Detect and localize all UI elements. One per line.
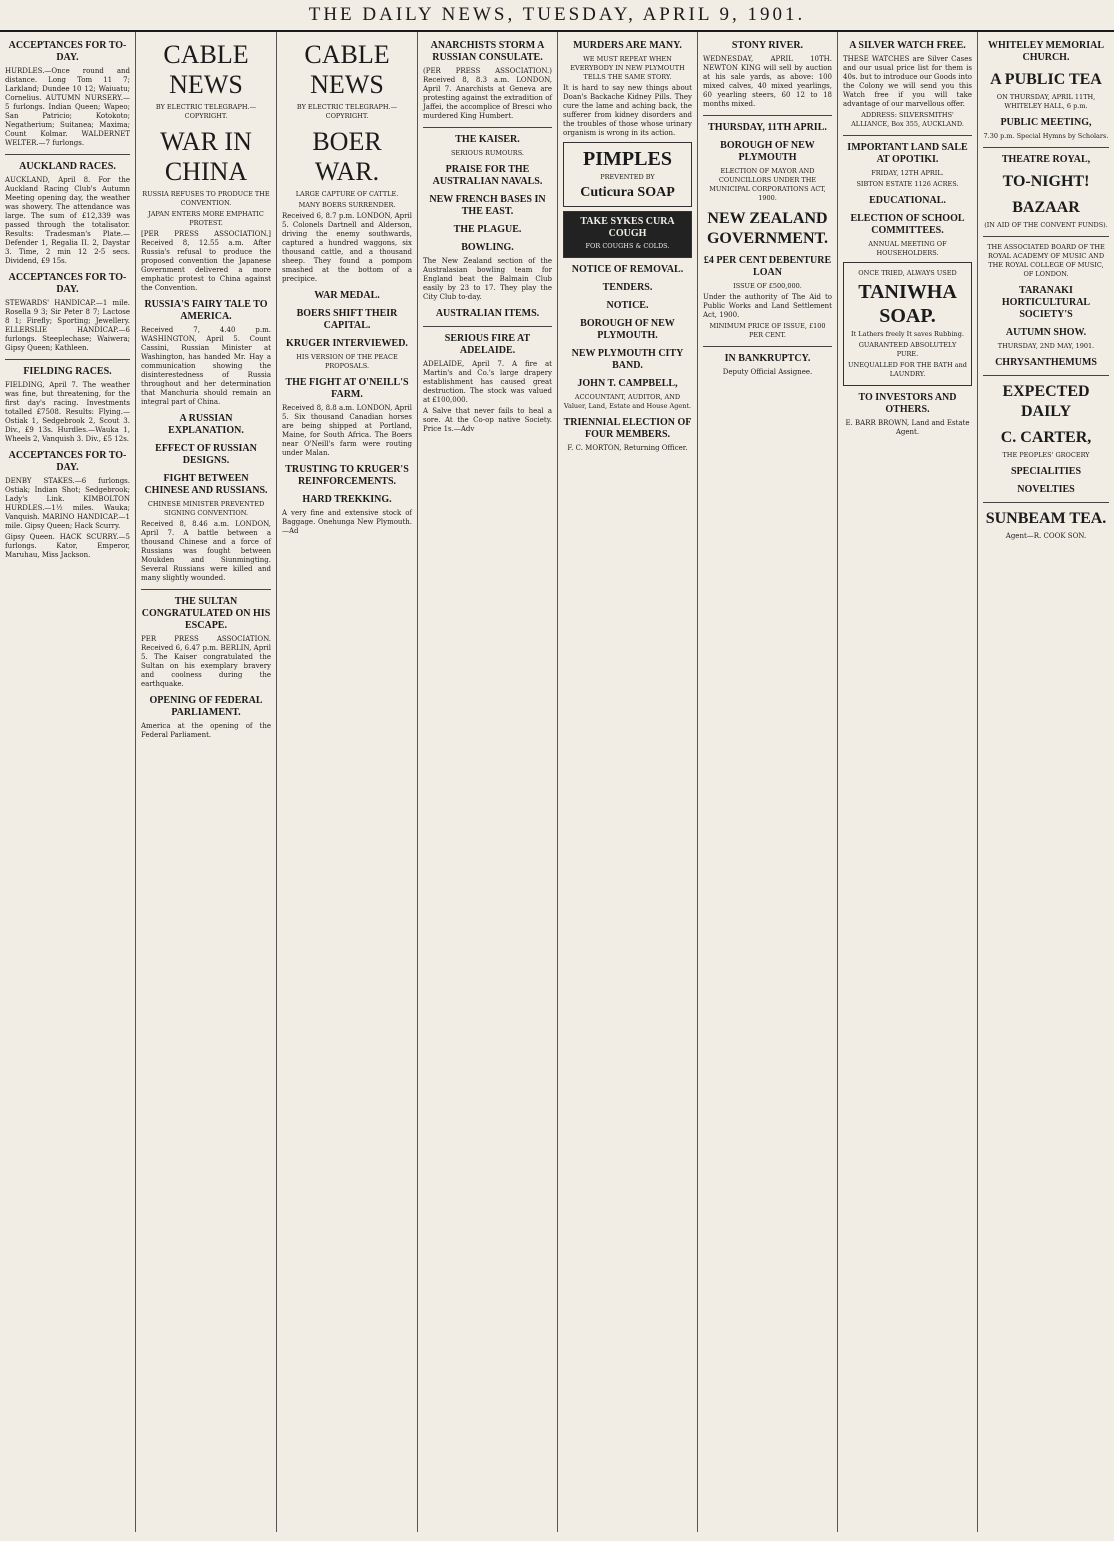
divider <box>983 236 1109 237</box>
col8-ad3sub: 7.30 p.m. Special Hymns by Scholars. <box>983 132 1109 140</box>
col2-head2: WAR IN CHINA <box>160 127 252 186</box>
col3-text1: Received 6, 8.7 p.m. LONDON, April 5. Colonels Dartnell and Alderson, driving the enemy southwards, captured a hundred waggons, six thousand cattle, and a thousand sheep. They found a pompom smashed at the bottom of a precipice. <box>282 212 412 283</box>
col7-head4: ELECTION OF SCHOOL COMMITTEES. <box>850 213 965 236</box>
col2-head3: RUSSIA REFUSES TO PRODUCE THE CONVENTION. <box>142 190 270 207</box>
col7-head5: ANNUAL MEETING OF HOUSEHOLDERS. <box>868 240 947 257</box>
pimples-sub: PREVENTED BY <box>600 173 655 181</box>
cura-cough-title: TAKE SYKES CURA COUGH <box>580 216 675 239</box>
col2-head7: EFFECT OF RUSSIAN DESIGNS. <box>155 443 257 466</box>
column-events <box>978 32 1114 1532</box>
divider <box>141 589 271 590</box>
col4-head4: PRAISE FOR THE AUSTRALIAN NAVALS. <box>432 164 543 187</box>
col8-ad9: AUTUMN SHOW. <box>1005 327 1087 338</box>
col1-head5: ACCEPTANCES FOR TO-DAY. <box>8 450 127 473</box>
column-racing <box>0 32 136 1532</box>
masthead: THE DAILY NEWS, TUESDAY, APRIL 9, 1901. <box>0 0 1114 32</box>
col8-ad12sub: THE PEOPLES' GROCERY <box>1002 451 1090 459</box>
col3-head9: THE FIGHT AT O'NEILL'S FARM. <box>285 377 409 400</box>
col7-sub1: ADDRESS: SILVERSMITHS' ALLIANCE, Box 355, AUCKLAND. <box>851 111 964 128</box>
col2-head8: FIGHT BETWEEN CHINESE AND RUSSIANS. <box>144 473 268 496</box>
col3-head1: CABLE NEWS <box>304 40 390 99</box>
col3-head4: MANY BOERS SURRENDER. <box>298 201 396 209</box>
col8-ad11: EXPECTED DAILY <box>1002 383 1090 420</box>
col8-ad6sub: (IN AID OF THE CONVENT FUNDS). <box>984 221 1108 229</box>
divider <box>983 375 1109 376</box>
taniwha-bath: UNEQUALLED FOR THE BATH and LAUNDRY. <box>848 361 967 378</box>
col6-text1: WEDNESDAY, APRIL 10TH. NEWTON KING will sell by auction at his sale yards, as above: 100 mixed calves, 40 mixed yearlings, 60 yearling steers, 60 12 to 18 months mixed. <box>703 55 832 108</box>
divider <box>703 346 832 347</box>
col5-head4: NOTICE. <box>606 300 649 311</box>
column-ads-notices <box>558 32 698 1532</box>
col3-head10: TRUSTING TO KRUGER'S REINFORCEMENTS. <box>285 464 409 487</box>
col5-text1: It is hard to say new things about Doan's Backache Kidney Pills. They cure the lame and aching back, the sufferer from kidney disorders and the troubles of those whose urinary organism is wrong in its action. <box>563 84 692 137</box>
col7-head3: EDUCATIONAL. <box>869 195 946 206</box>
col1-head1: ACCEPTANCES FOR TO-DAY. <box>8 40 127 63</box>
col2-text4: PER PRESS ASSOCIATION. Received 6, 6.47 p.m. BERLIN, April 5. The Kaiser congratulated the Sultan on his exemplary bravery and coolness during the earthquake. <box>141 635 271 688</box>
col2-text3: Received 8, 8.46 a.m. LONDON, April 7. A battle between a thousand Chinese and a force of Russians was fought between Moukden and Siunmingting. Several Russians were killed and many slightly wounded. <box>141 520 271 582</box>
col8-ad15: SUNBEAM TEA. <box>985 510 1107 527</box>
col8-ad2: A PUBLIC TEA <box>990 71 1102 88</box>
col6-sub3: ELECTION OF MAYOR AND COUNCILLORS UNDER THE MUNICIPAL CORPORATIONS ACT, 1900. <box>709 167 826 202</box>
col4-head3: SERIOUS RUMOURS. <box>450 149 524 157</box>
col7-text1: THESE WATCHES are Silver Cases and our usual price list for them is 40s. but to introduce our Goods into the Colony we will send you this Watch free if you will take advantage of our marvellous offer. <box>843 55 973 108</box>
col3-footer: A very fine and extensive stock of Baggage. Onehunga New Plymouth.—Ad <box>282 509 412 535</box>
col3-sub1: BY ELECTRIC TELEGRAPH.—COPYRIGHT. <box>296 103 398 120</box>
col6-footer: Deputy Official Assignee. <box>722 368 813 376</box>
col2-head1: CABLE NEWS <box>163 40 249 99</box>
col7-head6: TO INVESTORS AND OTHERS. <box>858 392 957 415</box>
col3-head6: BOERS SHIFT THEIR CAPITAL. <box>296 308 398 331</box>
col4-head7: BOWLING. <box>461 242 514 253</box>
col5-footer: F. C. MORTON, Returning Officer. <box>567 444 688 452</box>
col4-text3: ADELAIDE, April 7. A fire at Martin's and Co.'s large drapery establishment has caused great destruction. The stock was valued at £100,000. <box>423 360 552 404</box>
col1-text4: FIELDING, April 7. The weather was fine, but threatening, for the first day's racing. Investments totalled £7508. Results: Flying.—Ostiak 1, Sedgebrook 2, Scout 3. Div., £9 13s. Hurdles.—Wauka 1, Wheels 2, Vanquish 3. Div., £5 12s. <box>5 381 130 443</box>
taniwha-tagline: ONCE TRIED, ALWAYS USED <box>858 269 957 277</box>
col6-head2: THURSDAY, 11TH APRIL. <box>708 122 827 133</box>
col7-head1: A SILVER WATCH FREE. <box>849 40 966 51</box>
col5-head1: MURDERS ARE MANY. <box>573 40 682 51</box>
divider <box>423 326 552 327</box>
col2-head5: RUSSIA'S FAIRY TALE TO AMERICA. <box>144 299 268 322</box>
taniwha-sub: It Lathers freely It saves Rubbing. <box>851 330 964 338</box>
taniwha-title: TANIWHA SOAP. <box>858 281 957 327</box>
divider <box>983 147 1109 148</box>
col5-sub1: WE MUST REPEAT WHEN EVERYBODY IN NEW PLYMOUTH TELLS THE SAME STORY. <box>570 55 685 81</box>
col8-ad10: CHRYSANTHEMUMS <box>995 357 1097 368</box>
column-commercial <box>838 32 978 1532</box>
col1-text5: DENBY STAKES.—6 furlongs. Ostiak; Indian Shot; Sedgebrook; Lady's Link. KIMBOLTON HURDLES.—1½ miles. Wauka; Vanquish. MARINO HANDICAP.—1 mile. Gipsy Queen; Hack Scurry. <box>5 477 130 530</box>
col2-head4: JAPAN ENTERS MORE EMPHATIC PROTEST. <box>148 210 264 227</box>
col7-sub3: SIBTON ESTATE 1126 ACRES. <box>856 180 959 188</box>
col6-head5: £4 PER CENT DEBENTURE LOAN <box>703 255 832 278</box>
col8-footer: Agent—R. COOK SON. <box>1005 532 1087 540</box>
col6-head4: NEW ZEALAND GOVERNMENT. <box>706 210 829 247</box>
divider <box>983 502 1109 503</box>
col1-head3: ACCEPTANCES FOR TO-DAY. <box>8 272 127 295</box>
col8-ad7: THE ASSOCIATED BOARD OF THE ROYAL ACADEMY OF MUSIC AND THE ROYAL COLLEGE OF MUSIC, OF LONDON. <box>987 243 1105 278</box>
col2-head9: CHINESE MINISTER PREVENTED SIGNING CONVENTION. <box>147 500 265 517</box>
cuticura-brand: Cuticura SOAP <box>580 185 675 200</box>
col6-sub5: ISSUE OF £500,000. <box>733 282 802 290</box>
divider <box>423 127 552 128</box>
col6-head3: BOROUGH OF NEW PLYMOUTH <box>720 140 815 163</box>
col8-ad3: PUBLIC MEETING, <box>1000 117 1092 128</box>
col4-footer: A Salve that never fails to heal a sore. At the Co-op native Society. Price 1s.—Adv <box>423 407 552 433</box>
col6-head1: STONY RIVER. <box>731 40 804 51</box>
col6-text2: Under the authority of The Aid to Public Works and Land Settlement Act, 1900. <box>703 293 832 319</box>
column-foreign-news <box>418 32 558 1532</box>
column-china-war <box>136 32 277 1532</box>
col4-head2: THE KAISER. <box>455 134 520 145</box>
col4-head6: THE PLAGUE. <box>453 224 522 235</box>
cura-cough-ad <box>563 211 692 258</box>
col2-head6: A RUSSIAN EXPLANATION. <box>168 413 244 436</box>
col5-head6: NEW PLYMOUTH CITY BAND. <box>571 348 684 371</box>
col5-head7: JOHN T. CAMPBELL, <box>577 378 678 389</box>
col4-head9: SERIOUS FIRE AT ADELAIDE. <box>444 333 531 356</box>
col2-footer: America at the opening of the Federal Parliament. <box>141 722 271 739</box>
divider <box>5 359 130 360</box>
col1-head4: FIELDING RACES. <box>23 366 112 377</box>
col1-text2: AUCKLAND, April 8. For the Auckland Racing Club's Autumn Meeting opening day, the weather was showery. The attendance was large. The sum of £12,339 was passed through the totalisator. Results: Tradesman's Plate.—Defender 1, Regalia II. 2, Daystar 3. Time, 2 min 12 2-5 secs. Dividend, £9 15s. <box>5 176 130 265</box>
col3-head5: WAR MEDAL. <box>314 290 380 301</box>
col5-head5: BOROUGH OF NEW PLYMOUTH. <box>580 318 675 341</box>
col1-footer: Gipsy Queen. HACK SCURRY.—5 furlongs. Kator, Emperor, Maruhau, Miss Jackson. <box>5 533 130 559</box>
col2-text2: Received 7, 4.40 p.m. WASHINGTON, April 5. Count Cassini, Russian Minister at Washington, has handed Mr. Hay a communication showing the disinterestedness of Russia throughout and her determination that Manchuria should remain an integral part of China. <box>141 326 271 406</box>
col8-ad1: WHITELEY MEMORIAL CHURCH. <box>987 40 1105 63</box>
col8-ad12: C. CARTER, <box>1000 429 1092 446</box>
pimples-title: PIMPLES <box>583 148 672 170</box>
col3-head2: BOER WAR. <box>312 127 382 186</box>
col1-text3: STEWARDS' HANDICAP.—1 mile. Rosella 9 3; Sir Peter 8 7; Lactose 8 1; Firefly; Sporting; Jewellery. ELLERSLIE HANDICAP.—6 furlongs. Steeplechase; Waiwera; Gipsy Queen; Kathleen. <box>5 299 130 352</box>
col2-head11: OPENING OF FEDERAL PARLIAMENT. <box>149 695 263 718</box>
col2-head10: THE SULTAN CONGRATULATED ON HIS ESCAPE. <box>141 596 271 631</box>
col1-text1: HURDLES.—Once round and distance. Long Tom 11 7; Larkland; Dundee 10 12; Waiuatu; Cornelius. AUTUMN NURSERY.—5 furlongs. Indian Queen; Wapeo; San Patricio; Kotokoto; Negatherium; Suitanea; Maxima; Count Kolmar. WALDERNET WELTER.—7 furlongs. <box>5 67 130 147</box>
col8-ad13: SPECIALITIES <box>1010 466 1082 477</box>
col8-ad4: THEATRE ROYAL, <box>1001 154 1091 165</box>
col8-ad14: NOVELTIES <box>1017 484 1075 495</box>
divider <box>843 135 972 136</box>
col3-text2: Received 8, 8.8 a.m. LONDON, April 5. Six thousand Canadian horses are being shipped at Portland, Maine, for South Africa. The Boers near O'Neill's farm were routing under Malan. <box>282 404 412 457</box>
cura-cough-sub: FOR COUGHS & COLDS. <box>585 242 670 250</box>
col4-head8: AUSTRALIAN ITEMS. <box>435 308 540 319</box>
col7-head2: IMPORTANT LAND SALE AT OPOTIKI. <box>847 142 968 165</box>
col1-head2: AUCKLAND RACES. <box>19 161 116 172</box>
col3-head8: HIS VERSION OF THE PEACE PROPOSALS. <box>296 353 398 370</box>
col5-head2: NOTICE OF REMOVAL. <box>571 264 684 275</box>
column-boer-war <box>277 32 418 1532</box>
col2-sub1: BY ELECTRIC TELEGRAPH.—COPYRIGHT. <box>155 103 257 120</box>
col4-text1: (PER PRESS ASSOCIATION.) Received 8, 8.3 a.m. LONDON, April 7. Anarchists at Geneva are protesting against the extradition of Jaffei, the accomplice of Bresci who murdered King Humbert. <box>423 67 552 120</box>
col8-ad9sub: THURSDAY, 2ND MAY, 1901. <box>997 342 1095 350</box>
divider <box>5 154 130 155</box>
col3-head11: HARD TREKKING. <box>302 494 392 505</box>
col4-text2: The New Zealand section of the Australasian bowling team for England beat the Balmain Club easily by 23 to 17. They play the City Club to-day. <box>423 257 552 301</box>
col4-head5: NEW FRENCH BASES IN THE EAST. <box>429 194 546 217</box>
pimples-ad <box>563 142 692 207</box>
col7-footer: E. BARR BROWN, Land and Estate Agent. <box>845 419 970 436</box>
divider <box>703 115 832 116</box>
col5-head3: TENDERS. <box>602 282 653 293</box>
col8-ad8: TARANAKI HORTICULTURAL SOCIETY'S <box>1001 285 1091 320</box>
col3-head3: LARGE CAPTURE OF CATTLE. <box>295 190 399 198</box>
col2-text1: [PER PRESS ASSOCIATION.] Received 8, 12.55 a.m. After Russia's refusal to produce the proposed convention the Japanese Government delivered a more emphatic protest to China against the Convention. <box>141 230 271 292</box>
taniwha-pure: GUARANTEED ABSOLUTELY PURE. <box>858 341 957 358</box>
col5-head8: TRIENNIAL ELECTION OF FOUR MEMBERS. <box>563 417 692 440</box>
col8-ad6: BAZAAR <box>1012 199 1080 216</box>
col5-sub2: ACCOUNTANT, AUDITOR, AND Valuer, Land, Estate and House Agent. <box>563 393 692 410</box>
column-auctions <box>698 32 838 1532</box>
col7-sub2: FRIDAY, 12TH APRIL. <box>871 169 944 177</box>
col8-ad5: TO-NIGHT! <box>1002 173 1090 190</box>
col3-head7: KRUGER INTERVIEWED. <box>286 338 408 349</box>
col8-ad2sub: ON THURSDAY, APRIL 11TH, WHITELEY HALL, 6 p.m. <box>996 93 1096 110</box>
col6-sub6: MINIMUM PRICE OF ISSUE, £100 PER CENT. <box>709 322 826 339</box>
col6-head6: IN BANKRUPTCY. <box>724 353 811 364</box>
col4-head1: ANARCHISTS STORM A RUSSIAN CONSULATE. <box>430 40 545 63</box>
taniwha-soap-ad <box>843 262 972 386</box>
